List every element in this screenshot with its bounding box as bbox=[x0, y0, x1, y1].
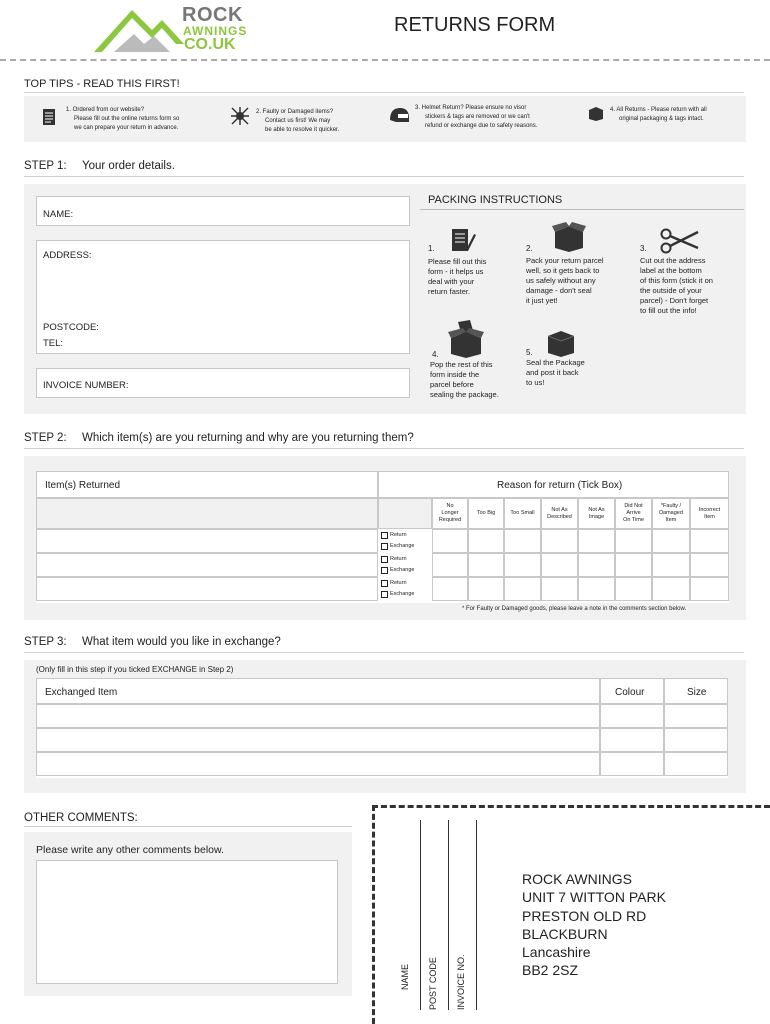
step3-title: What item would you like in exchange? bbox=[82, 636, 281, 648]
reason-column-header-line: No bbox=[446, 503, 454, 509]
cut-line-top bbox=[372, 805, 770, 808]
packing-step-2-num: 2. bbox=[526, 244, 533, 253]
packing-step-1-line: return faster. bbox=[428, 287, 471, 296]
reason-column-header-line: Not As bbox=[588, 506, 605, 513]
items-returned-header: Item(s) Returned bbox=[45, 480, 121, 491]
packing-step-1-text bbox=[428, 257, 524, 297]
reason-tick-cell[interactable] bbox=[468, 577, 504, 601]
packing-step-2-line: it just yet! bbox=[526, 296, 558, 305]
reason-column-header-line: Required bbox=[438, 517, 462, 523]
reason-column-header-line: Described bbox=[547, 513, 572, 520]
return-address-line: Lancashire bbox=[522, 944, 591, 961]
page-title: RETURNS FORM bbox=[394, 14, 556, 36]
logo-text-rock: ROCK bbox=[182, 4, 243, 26]
step1-label: STEP 1: bbox=[24, 160, 67, 172]
packing-step-2-line: well, so it gets back to bbox=[526, 266, 600, 275]
tip-2-line1: 2. Faulty or Damaged items? bbox=[256, 109, 334, 115]
comments-heading: OTHER COMMENTS: bbox=[24, 812, 138, 824]
reason-column-header bbox=[468, 498, 504, 529]
colour-cell[interactable] bbox=[600, 704, 664, 728]
broken-item-icon bbox=[230, 106, 250, 126]
reason-tick-cell[interactable] bbox=[615, 553, 652, 577]
returned-item-cell[interactable] bbox=[36, 553, 378, 577]
reason-column-header-line: Not As bbox=[551, 506, 568, 513]
comments-divider bbox=[24, 826, 352, 827]
reason-column-header bbox=[690, 498, 729, 529]
reason-column-header-line: On Time bbox=[623, 517, 644, 523]
returned-item-cell[interactable] bbox=[36, 529, 378, 553]
return-label: Return bbox=[390, 580, 407, 586]
reason-tick-cell[interactable] bbox=[432, 553, 468, 577]
step1-divider bbox=[24, 176, 744, 177]
size-cell[interactable] bbox=[664, 728, 728, 752]
vertical-invoice-label: INVOICE NO. bbox=[456, 954, 466, 1010]
document-icon bbox=[42, 108, 56, 126]
exchange-option[interactable] bbox=[381, 541, 431, 552]
reason-tick-cell[interactable] bbox=[615, 529, 652, 553]
reason-column-header bbox=[504, 498, 541, 529]
reason-tick-cell[interactable] bbox=[615, 577, 652, 601]
step3-label: STEP 3: bbox=[24, 636, 67, 648]
packing-step-4-line: parcel before bbox=[430, 380, 474, 389]
reason-tick-cell[interactable] bbox=[468, 553, 504, 577]
items-returned-header-cell bbox=[36, 471, 378, 498]
size-header-cell bbox=[664, 678, 728, 704]
colour-cell[interactable] bbox=[600, 728, 664, 752]
exchange-item-header: Exchanged Item bbox=[45, 687, 118, 698]
reason-tick-cell[interactable] bbox=[468, 529, 504, 553]
logo bbox=[92, 4, 252, 56]
exchange-table bbox=[36, 678, 728, 778]
logo-text-couk: CO.UK bbox=[184, 36, 236, 53]
step2-title: Which item(s) are you returning and why are you returning them? bbox=[82, 432, 414, 444]
reason-column-header bbox=[615, 498, 652, 529]
reason-header-cell bbox=[378, 471, 729, 498]
return-address-line: BLACKBURN bbox=[522, 925, 608, 942]
packing-step-1-line: form - it helps us bbox=[428, 267, 484, 276]
step2-divider bbox=[24, 448, 744, 449]
exchange-option[interactable] bbox=[381, 589, 431, 600]
reason-column-header bbox=[541, 498, 578, 529]
tip-1-line2: Please fill out the online returns form so bbox=[74, 116, 180, 122]
address-label: ADDRESS: bbox=[43, 250, 92, 261]
vertical-name-label: NAME bbox=[400, 963, 410, 990]
label-line-3 bbox=[476, 820, 477, 1010]
return-address-line: ROCK AWNINGS bbox=[522, 871, 632, 887]
returns-table bbox=[36, 471, 729, 603]
exchange-option[interactable] bbox=[381, 565, 431, 576]
reason-column-header-line: Did Not bbox=[624, 503, 643, 509]
reason-tick-cell[interactable] bbox=[690, 553, 729, 577]
packing-step-4-text bbox=[430, 360, 526, 400]
packing-step-5-line: Seal the Package bbox=[526, 358, 585, 367]
reason-tick-cell[interactable] bbox=[541, 577, 578, 601]
packing-step-4-line: form inside the bbox=[430, 370, 480, 379]
return-label: Return bbox=[390, 532, 407, 538]
return-option[interactable] bbox=[381, 530, 431, 541]
exchange-item-header-cell bbox=[36, 678, 600, 704]
packing-step-3-line: label at the bottom bbox=[640, 266, 702, 275]
tel-label: TEL: bbox=[43, 338, 64, 349]
items-subheader-blank bbox=[36, 498, 378, 529]
return-address-line: BB2 2SZ bbox=[522, 962, 579, 979]
tip-1-line3: we can prepare your return in advance. bbox=[74, 125, 179, 131]
reason-tick-cell[interactable] bbox=[578, 553, 615, 577]
return-exchange-options bbox=[381, 578, 431, 600]
packing-step-5-num: 5. bbox=[526, 348, 533, 357]
packing-step-2-line: damage - don't seal bbox=[526, 286, 592, 295]
tip-1-line1: 1. Ordered from our website? bbox=[66, 107, 145, 113]
exchange-label: Exchange bbox=[390, 543, 415, 549]
packing-step-3-text bbox=[640, 256, 740, 316]
reason-column-header-line: Image bbox=[588, 513, 605, 520]
reason-tick-cell[interactable] bbox=[541, 553, 578, 577]
size-cell[interactable] bbox=[664, 704, 728, 728]
packing-step-3-line: parcel) - Don't forget bbox=[640, 296, 709, 305]
packing-step-2-line: Pack your return parcel bbox=[526, 256, 604, 265]
tip-2-line3: be able to resolve it quicker. bbox=[265, 127, 340, 133]
name-label: NAME: bbox=[43, 209, 74, 220]
packing-step-3-line: of this form (stick it on bbox=[640, 276, 713, 285]
exchange-item-cell[interactable] bbox=[36, 728, 600, 752]
return-checkbox[interactable] bbox=[381, 556, 388, 563]
packing-step-1-line: deal with your bbox=[428, 277, 475, 286]
tip-3-line3: refund or exchange due to safety reasons. bbox=[425, 123, 538, 129]
tips-panel bbox=[24, 96, 746, 142]
reason-column-header bbox=[652, 498, 690, 529]
scissors-icon bbox=[660, 228, 700, 254]
reason-tick-cell[interactable] bbox=[690, 577, 729, 601]
reason-column-header-line: Too Big bbox=[476, 510, 496, 516]
exchange-label: Exchange bbox=[390, 591, 415, 597]
return-option[interactable] bbox=[381, 578, 431, 589]
packing-step-4-line: sealing the package. bbox=[430, 390, 499, 399]
reason-tick-cell[interactable] bbox=[690, 529, 729, 553]
helmet-icon bbox=[388, 106, 410, 126]
reason-column-header-line: *Faulty / bbox=[660, 503, 682, 509]
reason-column-header bbox=[432, 498, 468, 529]
step3-divider bbox=[24, 652, 744, 653]
reason-tick-cell[interactable] bbox=[578, 577, 615, 601]
return-address-line: UNIT 7 WITTON PARK bbox=[522, 889, 666, 906]
reason-tick-cell[interactable] bbox=[652, 529, 690, 553]
reason-column-header bbox=[578, 498, 615, 529]
tip-4-line2: original packaging & tags intact. bbox=[619, 116, 704, 122]
tip-3-line1: 3. Helmet Return? Please ensure no visor bbox=[415, 105, 527, 111]
return-exchange-options bbox=[381, 554, 431, 576]
exchange-checkbox[interactable] bbox=[381, 567, 388, 574]
reason-column-header-line: Too Small bbox=[510, 510, 535, 516]
invoice-number-field[interactable] bbox=[36, 368, 410, 398]
box-icon bbox=[588, 106, 604, 122]
box-with-paper-icon bbox=[448, 320, 484, 358]
packing-step-4-line: Pop the rest of this bbox=[430, 360, 493, 369]
size-cell[interactable] bbox=[664, 752, 728, 776]
open-box-icon bbox=[552, 222, 586, 252]
postcode-label: POSTCODE: bbox=[43, 322, 99, 333]
reason-tick-cell[interactable] bbox=[432, 577, 468, 601]
packing-step-1-num: 1. bbox=[428, 244, 435, 253]
reason-tick-cell[interactable] bbox=[652, 577, 690, 601]
name-field[interactable] bbox=[36, 196, 410, 226]
step3-note: (Only fill in this step if you ticked EXCHANGE in Step 2) bbox=[36, 665, 234, 674]
header-divider bbox=[0, 59, 770, 61]
reason-tick-cell[interactable] bbox=[578, 529, 615, 553]
cut-line-left bbox=[372, 805, 375, 1024]
reason-column-header-line: Arrive bbox=[626, 510, 641, 516]
exchange-item-cell[interactable] bbox=[36, 704, 600, 728]
return-option[interactable] bbox=[381, 554, 431, 565]
reason-tick-cell[interactable] bbox=[504, 577, 541, 601]
tip-3-line2: stickers & tags are removed or we can't bbox=[425, 114, 530, 120]
returned-item-cell[interactable] bbox=[36, 577, 378, 601]
reason-column-header-line: Damaged bbox=[659, 510, 683, 516]
reason-tick-cell[interactable] bbox=[504, 529, 541, 553]
packing-step-3-num: 3. bbox=[640, 244, 647, 253]
exchange-checkbox[interactable] bbox=[381, 591, 388, 598]
return-checkbox[interactable] bbox=[381, 532, 388, 539]
exchange-checkbox[interactable] bbox=[381, 543, 388, 550]
vertical-postcode-label: POST CODE bbox=[428, 957, 438, 1010]
return-address bbox=[522, 870, 666, 980]
step1-title: Your order details. bbox=[82, 160, 175, 172]
colour-header-cell bbox=[600, 678, 664, 704]
packing-step-1-line: Please fill out this bbox=[428, 257, 487, 266]
colour-cell[interactable] bbox=[600, 752, 664, 776]
return-exchange-options bbox=[381, 530, 431, 552]
reason-tick-cell[interactable] bbox=[432, 529, 468, 553]
form-pen-icon bbox=[450, 228, 476, 254]
tip-2-line2: Contact us first! We may bbox=[265, 118, 331, 124]
packing-step-3-line: the outside of your bbox=[640, 286, 702, 295]
packing-step-4-num: 4. bbox=[432, 350, 439, 359]
packing-step-2-line: us safely without any bbox=[526, 276, 596, 285]
tip-4-line1: 4. All Returns - Please return with all bbox=[610, 107, 707, 113]
packing-step-2-text bbox=[526, 256, 636, 306]
comments-textarea[interactable] bbox=[36, 860, 338, 984]
label-line-1 bbox=[420, 820, 421, 1010]
reason-tick-cell[interactable] bbox=[541, 529, 578, 553]
packing-step-5-line: and post it back bbox=[526, 368, 579, 377]
reason-column-header-line: Item bbox=[704, 513, 715, 520]
colour-header: Colour bbox=[615, 687, 645, 698]
mountain-logo-icon bbox=[92, 4, 187, 54]
return-label: Return bbox=[390, 556, 407, 562]
address-field[interactable] bbox=[36, 240, 410, 354]
comments-prompt: Please write any other comments below. bbox=[36, 844, 224, 856]
reason-column-header-line: Item bbox=[665, 517, 677, 523]
footnote: * For Faulty or Damaged goods, please leave a note in the comments section below. bbox=[462, 606, 687, 612]
return-exchange-subheader-blank bbox=[378, 498, 432, 529]
step2-label: STEP 2: bbox=[24, 432, 67, 444]
reason-column-header-line: Incorrect bbox=[698, 506, 721, 513]
size-header: Size bbox=[687, 687, 707, 698]
return-address-line: PRESTON OLD RD bbox=[522, 907, 647, 924]
reason-header: Reason for return (Tick Box) bbox=[497, 480, 623, 491]
logo-text-awnings: AWNINGS bbox=[183, 24, 248, 38]
tips-divider bbox=[24, 92, 744, 93]
packing-heading: PACKING INSTRUCTIONS bbox=[428, 194, 563, 206]
packing-step-3-line: to fill out the info! bbox=[640, 306, 697, 315]
packing-divider bbox=[420, 209, 744, 210]
reason-column-header-line: Longer bbox=[441, 510, 459, 516]
packing-step-5-line: to us! bbox=[526, 378, 545, 387]
reason-tick-cell[interactable] bbox=[652, 553, 690, 577]
tips-heading: TOP TIPS - READ THIS FIRST! bbox=[24, 78, 180, 90]
sealed-box-icon bbox=[546, 330, 576, 358]
exchange-item-cell[interactable] bbox=[36, 752, 600, 776]
packing-step-5-text bbox=[526, 358, 626, 388]
invoice-label: INVOICE NUMBER: bbox=[43, 380, 129, 391]
exchange-label: Exchange bbox=[390, 567, 415, 573]
packing-step-3-line: Cut out the address bbox=[640, 256, 706, 265]
label-line-2 bbox=[448, 820, 449, 1010]
reason-tick-cell[interactable] bbox=[504, 553, 541, 577]
return-checkbox[interactable] bbox=[381, 580, 388, 587]
